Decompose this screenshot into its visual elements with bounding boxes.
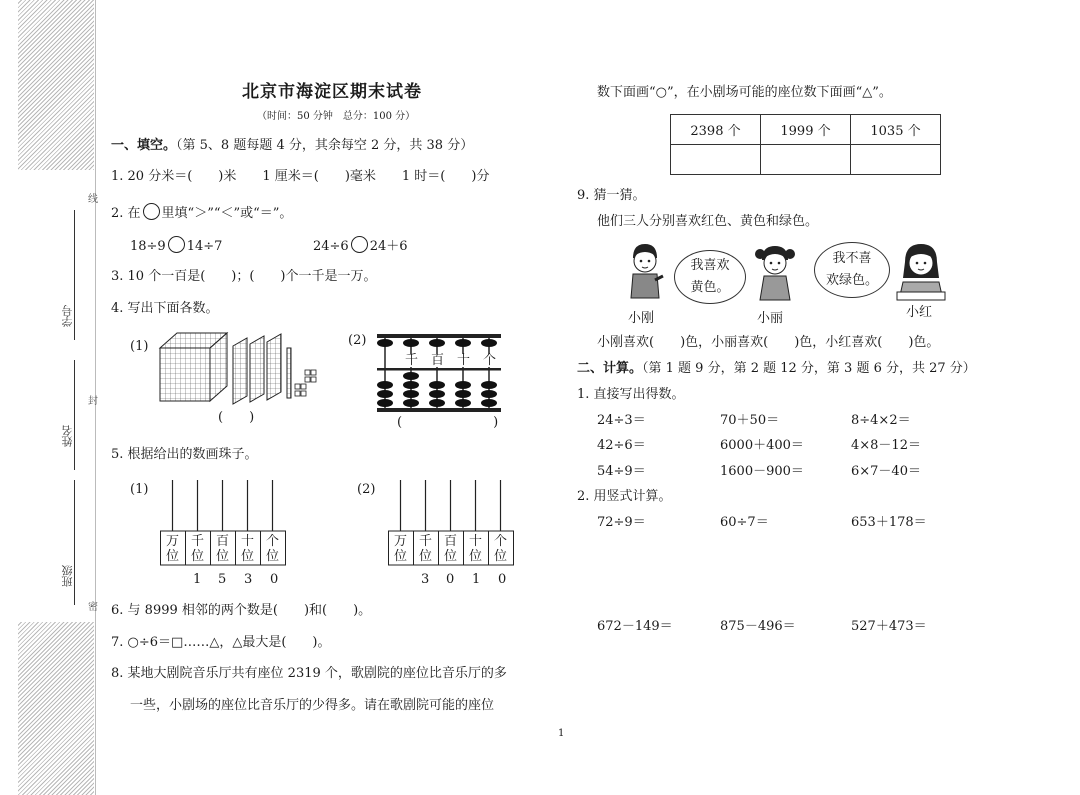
name-xiaogang: 小刚: [628, 311, 655, 326]
c2-wan-2: 位: [394, 549, 408, 564]
answer-cell[interactable]: [761, 145, 851, 175]
abacus-place-shi: 十: [457, 353, 471, 368]
compare-expr-1: [130, 236, 222, 253]
binding-hatch-bottom: [18, 622, 94, 795]
answer-cell[interactable]: [851, 145, 941, 175]
calc-question-2: 2. 用竖式计算。: [577, 489, 672, 504]
c2-ge-1: 个: [494, 534, 508, 549]
label-class: 班级: [61, 565, 74, 587]
vertical-calc-item: 672－149＝: [597, 619, 673, 634]
compare-2-right: 24＋6: [369, 239, 408, 254]
c2-shi-1: 十: [469, 534, 483, 549]
abacus-place-qian: 千: [405, 353, 419, 368]
question-8-line1: 8. 某地大剧院音乐厅共有座位 2319 个，歌剧院的座位比音乐厅的多: [111, 666, 507, 681]
compare-expr-2: [313, 236, 408, 253]
label-name: 姓名: [61, 425, 74, 447]
section1-title: 一、填空。: [111, 138, 177, 153]
question-9: 9. 猜一猜。: [577, 188, 646, 203]
calc-item: 70＋50＝: [720, 413, 780, 428]
calc-item: 6000＋400＝: [720, 438, 804, 453]
table-cell: 2398 个: [671, 115, 761, 145]
exam-title: 北京市海淀区期末试卷: [242, 82, 422, 102]
label-student-id: 学号: [61, 305, 74, 327]
question-2-suffix: 里填“＞”“＜”或“＝”。: [161, 206, 293, 221]
question-8-line2: 一些，小剧场的座位比音乐厅的少得多。请在歌剧院可能的座位: [130, 698, 495, 713]
table-row: [671, 145, 941, 175]
question-9-text: 他们三人分别喜欢红色、黄色和绿色。: [597, 214, 819, 229]
bubble-1-line-1: 我喜欢: [690, 258, 730, 273]
exam-subtitle: （时间：50 分钟 总分：100 分）: [257, 111, 416, 122]
calc-item: 24÷3＝: [597, 413, 646, 428]
abacus-place-ge: 个: [483, 353, 497, 368]
unit-cubes-icon: [295, 370, 316, 396]
q5-p1-digit-3: 3: [244, 572, 253, 587]
q4-part2-label: (2): [348, 333, 367, 348]
c2-shi-2: 位: [469, 549, 483, 564]
student-id-field[interactable]: [74, 210, 75, 340]
bubble-1-line-2: 黄色。: [690, 280, 730, 295]
calc-question-1: 1. 直接写出得数。: [577, 387, 685, 402]
name-field[interactable]: [74, 360, 75, 470]
seat-count-table: [670, 114, 941, 175]
question-8-line3: 数下面画“○”，在小剧场可能的座位数下面画“△”。: [597, 85, 892, 100]
q5-part1-label: (1): [130, 482, 149, 497]
q5-p2-digit-1: 3: [421, 572, 430, 587]
vertical-calc-item: 875－496＝: [720, 619, 796, 634]
q5-p2-digit-3: 1: [472, 572, 481, 587]
q4-part2-blank[interactable]: ( ): [397, 415, 499, 430]
question-5: 5. 根据给出的数画珠子。: [111, 447, 258, 462]
q5-p2-digit-4: 0: [498, 572, 507, 587]
compare-circle-2[interactable]: [351, 236, 368, 253]
seal-char-3: 密: [88, 602, 98, 613]
c1-bai-1: 百: [216, 534, 230, 549]
abacus-figure: [375, 330, 505, 414]
compare-1-right: 14÷7: [186, 239, 223, 254]
question-2: [111, 203, 292, 220]
q5-part2-label: (2): [357, 482, 376, 497]
question-4: 4. 写出下面各数。: [111, 301, 219, 316]
c2-bai-1: 百: [444, 534, 458, 549]
hundred-flats-icon: [233, 334, 281, 404]
question-2-prefix: 2. 在: [111, 206, 141, 221]
compare-circle-1[interactable]: [168, 236, 185, 253]
thousand-cube-icon: [160, 333, 227, 401]
section2-title: 二、计算。: [577, 361, 643, 376]
question-1: 1. 20 分米＝( )米 1 厘米＝( )毫米 1 时＝( )分: [111, 169, 490, 184]
c2-qian-2: 位: [419, 549, 433, 564]
c1-wan-2: 位: [166, 549, 180, 564]
binding-hatch-top: [18, 0, 94, 170]
c1-bai-2: 位: [216, 549, 230, 564]
c1-ge-1: 个: [266, 534, 280, 549]
q5-p1-digit-2: 5: [218, 572, 227, 587]
c1-qian-2: 位: [191, 549, 205, 564]
name-xiaoli: 小丽: [757, 311, 784, 326]
compare-circle-icon: [143, 203, 160, 220]
vertical-calc-item: 72÷9＝: [597, 515, 646, 530]
compare-1-left: 18÷9: [130, 239, 166, 254]
c2-bai-2: 位: [444, 549, 458, 564]
vertical-calc-item: 653＋178＝: [851, 515, 927, 530]
section1-note: （第 5、8 题每题 4 分，其余每空 2 分，共 38 分）: [176, 138, 474, 153]
table-cell: 1999 个: [761, 115, 851, 145]
question-6: 6. 与 8999 相邻的两个数是( )和( )。: [111, 603, 372, 618]
place-value-blocks-figure: [155, 328, 325, 408]
question-9-answer: 小刚喜欢( )色，小丽喜欢( )色，小红喜欢( )色。: [597, 335, 940, 350]
girl-xiaohong-figure: [893, 238, 949, 302]
section2-heading: [577, 362, 976, 375]
calc-item: 6×7－40＝: [851, 464, 921, 479]
c2-ge-2: 位: [494, 549, 508, 564]
vertical-calc-item: 60÷7＝: [720, 515, 769, 530]
section2-note: （第 1 题 9 分，第 2 题 12 分，第 3 题 6 分，共 27 分）: [642, 361, 976, 376]
name-xiaohong: 小红: [906, 305, 933, 320]
class-field[interactable]: [74, 480, 75, 605]
calc-item: 42÷6＝: [597, 438, 646, 453]
speech-bubble-2: [814, 242, 890, 298]
girl-xiaoli-figure: [750, 240, 800, 302]
compare-2-left: 24÷6: [313, 239, 349, 254]
c1-shi-1: 十: [241, 534, 255, 549]
c1-shi-2: 位: [241, 549, 255, 564]
table-row: [671, 115, 941, 145]
q5-p1-digit-1: 1: [193, 572, 202, 587]
c1-ge-2: 位: [266, 549, 280, 564]
calc-item: 4×8－12＝: [851, 438, 921, 453]
q5-p2-digit-2: 0: [446, 572, 455, 587]
bubble-2-line-2: 欢绿色。: [825, 273, 878, 288]
speech-bubble-1: [674, 250, 746, 304]
q5-p1-digit-4: 0: [270, 572, 279, 587]
section1-heading: [111, 139, 473, 152]
calc-item: 1600－900＝: [720, 464, 804, 479]
boy-xiaogang-figure: [625, 240, 665, 302]
c1-wan-1: 万: [166, 534, 180, 549]
calc-item: 8÷4×2＝: [851, 413, 911, 428]
q4-part1-label: (1): [130, 339, 149, 354]
ten-rods-icon: [287, 348, 291, 398]
answer-cell[interactable]: [671, 145, 761, 175]
bubble-2-line-1: 我不喜: [832, 251, 872, 266]
calc-item: 54÷9＝: [597, 464, 646, 479]
q4-part1-blank[interactable]: ( ): [218, 410, 255, 425]
page-number: 1: [558, 728, 565, 739]
question-3: 3. 10 个一百是( )；( )个一千是一万。: [111, 269, 377, 284]
table-cell: 1035 个: [851, 115, 941, 145]
c2-wan-1: 万: [394, 534, 408, 549]
seal-char-2: 封: [88, 396, 98, 407]
question-7: 7. ○÷6＝□……△，△最大是( )。: [111, 635, 331, 650]
abacus-place-bai: 百: [431, 353, 445, 368]
c1-qian-1: 千: [191, 534, 205, 549]
seal-char-1: 线: [88, 194, 98, 205]
vertical-calc-item: 527＋473＝: [851, 619, 927, 634]
c2-qian-1: 千: [419, 534, 433, 549]
